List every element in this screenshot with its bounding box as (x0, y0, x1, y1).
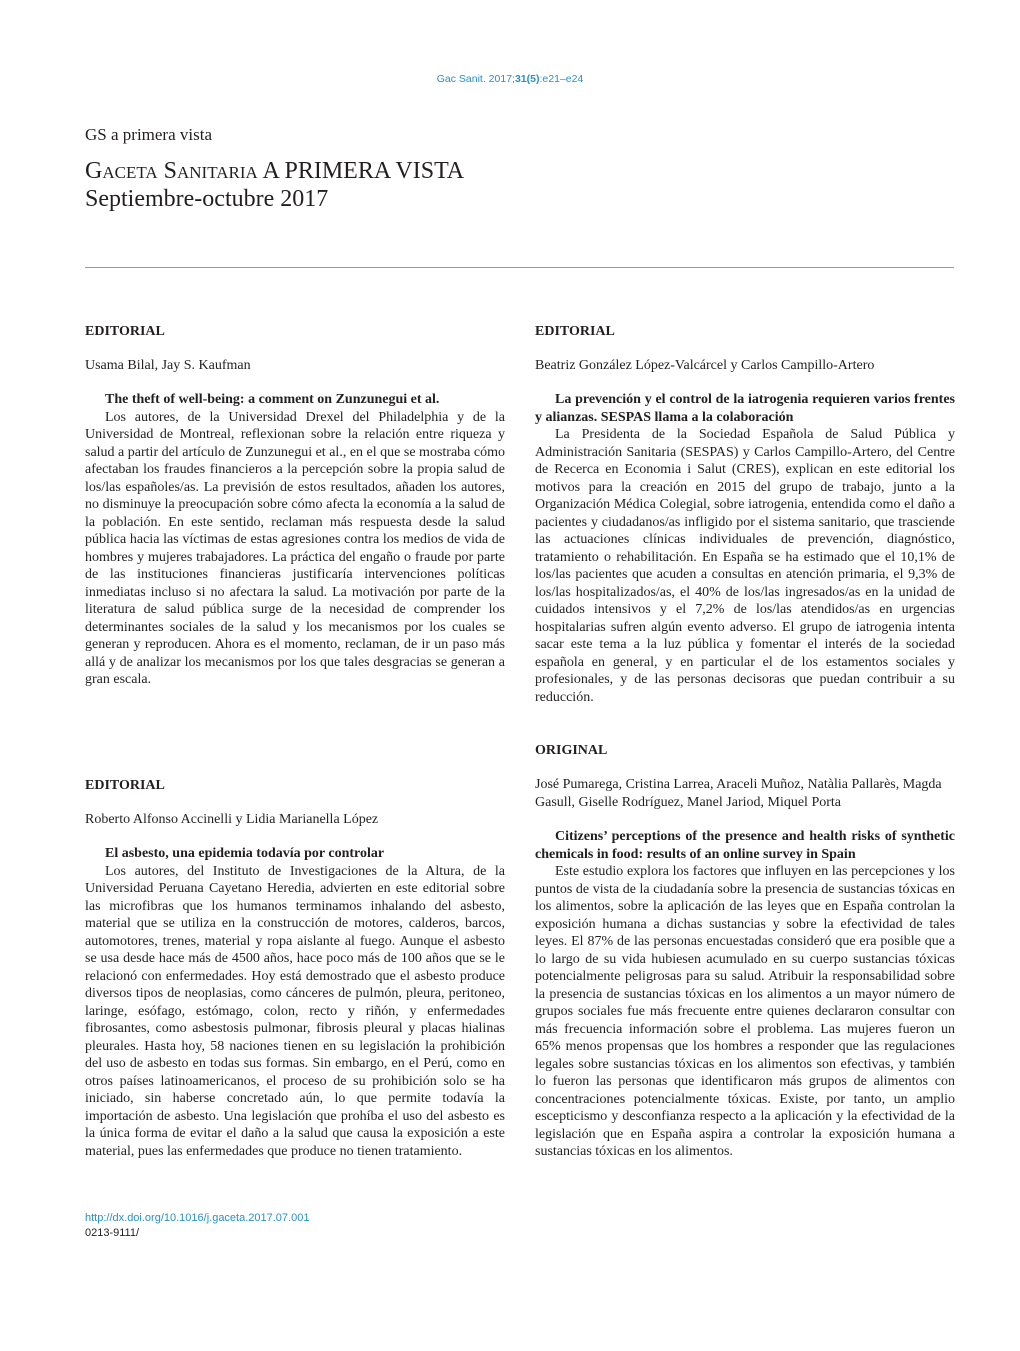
article-block-3 (535, 323, 955, 706)
article-type: EDITORIAL (85, 324, 165, 339)
article-authors: Beatriz González López-Valcárcel y Carlos Campillo-Artero (535, 358, 875, 373)
journal-pages: :e21–e24 (539, 73, 584, 85)
journal-citation (0, 73, 1020, 85)
article-block-2 (85, 777, 505, 1160)
journal-prefix: Gac Sanit. 2017; (436, 73, 515, 85)
page-title (85, 157, 464, 213)
article-authors: Roberto Alfonso Accinelli y Lidia Marianella López (85, 812, 379, 827)
header-divider (85, 267, 954, 268)
article-title: La prevención y el control de la iatrogenia requieren varios frentes y alianzas. SESPAS llama a la colaboración (535, 392, 955, 425)
article-type: EDITORIAL (535, 324, 615, 339)
doi-link[interactable]: http://dx.doi.org/10.1016/j.gaceta.2017.07.001 (85, 1212, 310, 1224)
article-type: ORIGINAL (535, 743, 608, 758)
journal-volume: 31(5) (514, 73, 540, 85)
issue-date: Septiembre-octubre 2017 (85, 186, 329, 212)
title-rest: A PRIMERA VISTA (257, 158, 465, 184)
article-abstract: La Presidenta de la Sociedad Española de Salud Pública y Administración Sanitaria (SESPAS) y Carlos Campillo-Artero, del Centre de Recerca en Economia i Salut (CRES), explican en este editorial los motivos para la creación en 2015 del grupo de trabajo, junto a la Organización Médica Colegial, sobre iatrogenia, entendida como el daño a pacientes y ciudadanos/as infligido por el sistema sanitario, que trasciende las actuaciones clínicas individuales de prevención, diagnóstico, tratamiento o rehabilitación. En España se ha estimado que el 10,1% de los/las pacientes que acuden a consultas en atención primaria, el 9,3% de los/las hospitalizados/as, el 40% de los/las ingresados/as en la unidad de cuidados intensivos y el 7,2% de los/las atendidos/as en urgencias hospitalarias sufren algún evento adverso. El grupo de iatrogenia intenta sacar este tema a la luz pública y fomentar el interés de la sociedad española en general, y en particular el de los estamentos sociales y profesionales, y de las personas decisoras que puedan contribuir a su reducción. (535, 427, 955, 705)
article-title: El asbesto, una epidemia todavía por controlar (105, 846, 385, 861)
section-label: GS a primera vista (85, 125, 212, 144)
article-title: Citizens’ perceptions of the presence and health risks of synthetic chemicals in food: results of an online survey in Spain (535, 829, 955, 862)
article-abstract: Este estudio explora los factores que influyen en las percepciones y los puntos de vista de la ciudadanía sobre la presencia de sustancias tóxicas en los alimentos, sobre la aplicación de las leyes que en España controlan la exposición humana a dichas sustancias y sobre la efectividad de tales leyes. El 87% de las personas encuestadas consideró que era posible que a lo largo de su vida hubiesen acumulado en su cuerpo sustancias tóxicas potencialmente peligrosas para su salud. Atribuir la responsabilidad sobre la presencia de sustancias tóxicas en los alimentos a un mayor número de grupos sociales fue más frecuente entre quienes declararon consultar con más frecuencia información sobre el problema. Las mujeres fueron un 65% menos propensas que los hombres a responder que las regulaciones legales sobre sustancias tóxicas en los alimentos son efectivas, y también lo fueron las personas que identificaron más grupos de alimentos con concentraciones potencialmente tóxicas. Existe, por tanto, un amplio escepticismo y desconfianza respecto a la aplicación y la efectividad de la legislación que en España aspira a controlar la exposición humana a sustancias tóxicas en los alimentos. (535, 864, 955, 1159)
article-abstract: Los autores, del Instituto de Investigaciones de la Altura, de la Universidad Peruana Cayetano Heredia, advierten en este editorial sobre las microfibras que los humanos terminamos inhalando del asbesto, material que se utiliza en la construcción de motores, calderos, barcos, automotores, trenes, material y ropa aislante al fuego. Aunque el asbesto se usa desde hace más de 4500 años, hace poco más de 100 años que se le relacionó con enfermedades. Hoy está demostrado que el asbesto produce diversos tipos de neoplasias, como cánceres de pulmón, pleura, peritoneo, laringe, esófago, estómago, colon, recto y riñón, y enfermedades fibrosantes, como asbestosis pulmonar, fibrosis pleural y placas hialinas pleurales. Hasta hoy, 58 naciones tienen en su legislación la prohibición del uso de asbesto en todas sus formas. Sin embargo, en el Perú, como en otros países latinoamericanos, el proceso de su prohibición solo se ha iniciado, sin haberse concretado aún, lo que permite todavía la importación de asbesto. Una legislación que prohíba el uso del asbesto es la única forma de evitar el daño a la salud que causa la exposición a este material, pues las enfermedades que produce no tienen tratamiento. (85, 863, 505, 1159)
issn: 0213-9111/ (85, 1227, 140, 1239)
article-block-1 (85, 323, 505, 689)
article-block-4 (535, 742, 955, 1161)
article-abstract: Los autores, de la Universidad Drexel del Philadelphia y de la Universidad de Montreal, reflexionan sobre la relación entre riqueza y salud a partir del artículo de Zunzunegui et al., en el que se mostraba cómo afectaban los fraudes financieros a la percepción sobre la propia salud de los/las españoles/as. La previsión de estos resultados, añaden los autores, no disminuye la preocupación sobre cómo afecta la economía a la salud de la población. En este sentido, reclaman más respuesta desde la salud pública hacia las víctimas de estas agresiones contra los medios de vida de hombres y mujeres trabajadores. La práctica del engaño o fraude por parte de las instituciones financieras justificaría intervenciones políticas inmediatas incluso si no afectara la salud. La motivación por parte de la literatura de salud pública surge de la necesidad de comprender los determinantes sociales de la salud y los mecanismos por los cuales se generan y reproducen. Ahora es el momento, reclaman, de ir un paso más allá y de analizar los mecanismos por los que tales desgracias se generan a gran escala. (85, 409, 505, 687)
article-authors: Usama Bilal, Jay S. Kaufman (85, 358, 251, 373)
article-title: The theft of well-being: a comment on Zunzunegui et al. (105, 392, 440, 407)
journal-name: Gaceta Sanitaria (85, 158, 258, 184)
article-type: EDITORIAL (85, 778, 165, 793)
article-authors: José Pumarega, Cristina Larrea, Araceli Muñoz, Natàlia Pallarès, Magda Gasull, Giselle Rodríguez, Manel Jariod, Miquel Porta (535, 777, 942, 810)
